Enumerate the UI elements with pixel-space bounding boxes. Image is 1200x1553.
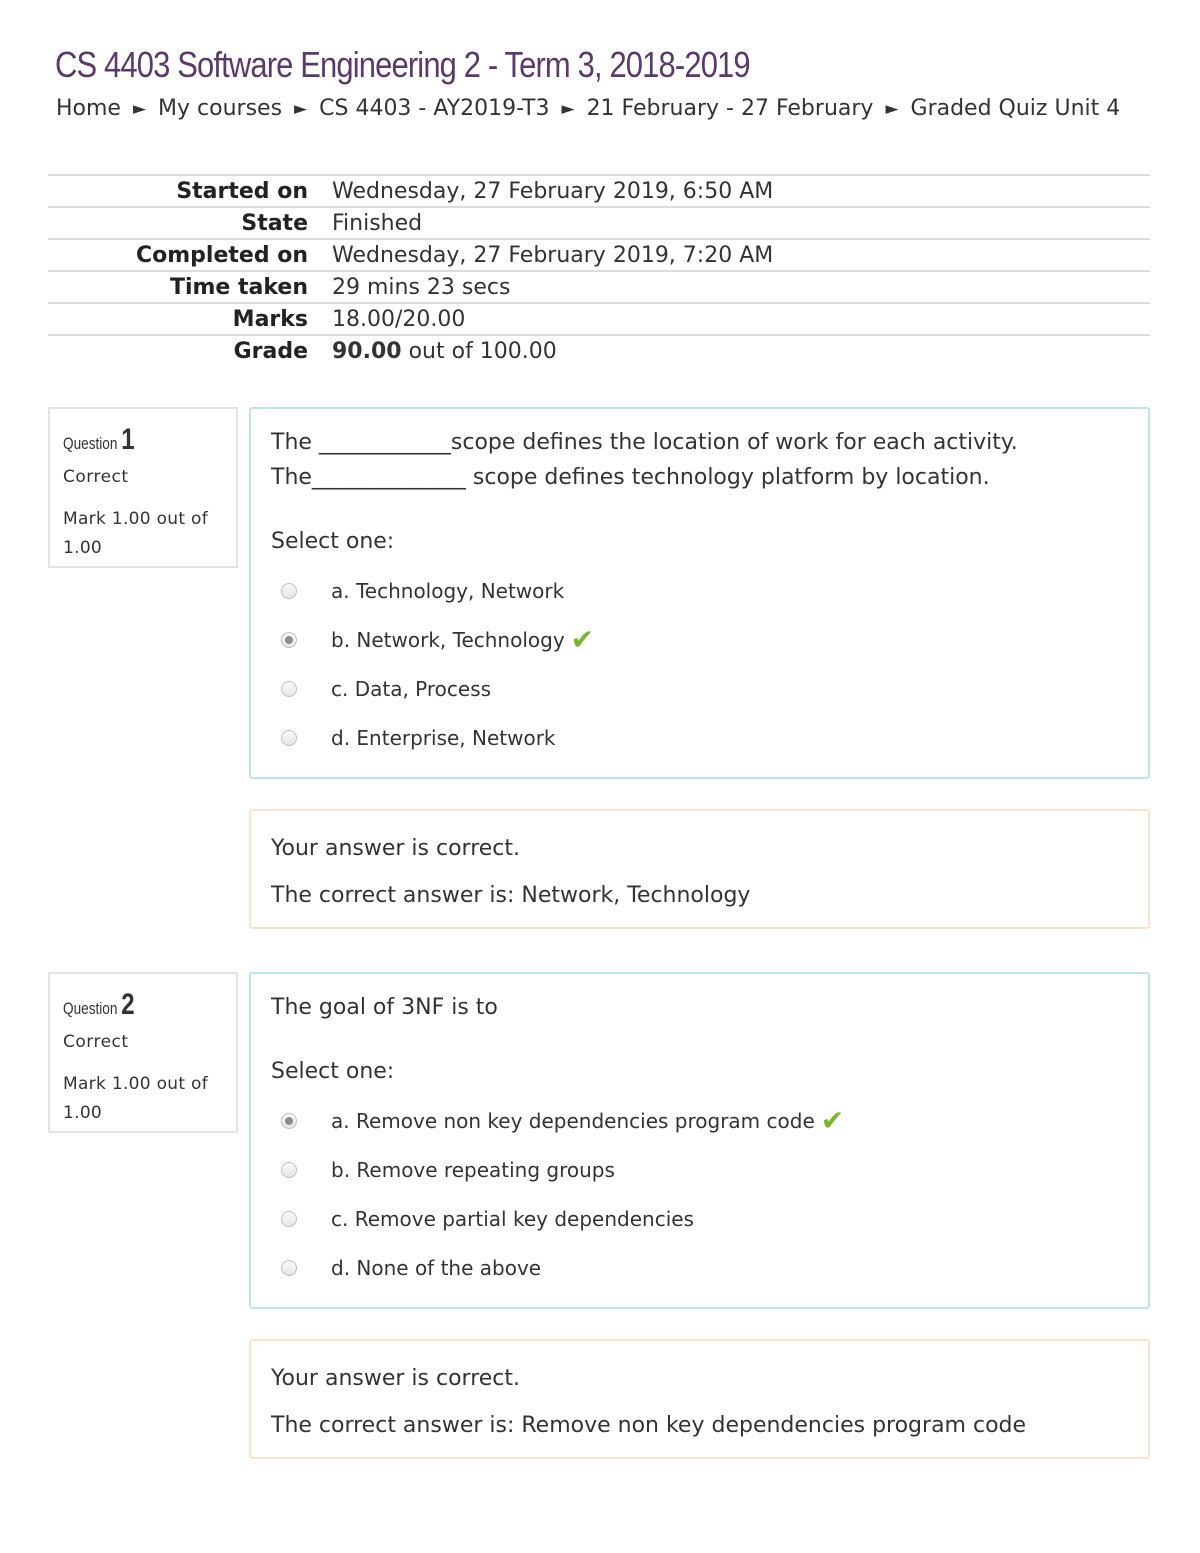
answer-options [271, 566, 1128, 762]
feedback-result: Your answer is correct. [271, 836, 521, 861]
radio-button[interactable] [281, 1260, 297, 1276]
summary-label: Time taken [48, 271, 332, 303]
summary-row [48, 175, 1150, 207]
question-content-1 [249, 407, 1150, 779]
grade-score: 90.00 [332, 338, 402, 364]
radio-button[interactable] [281, 583, 297, 599]
breadcrumb-separator-icon: ► [561, 98, 575, 119]
summary-value: Finished [332, 207, 1150, 239]
grade-total: out of 100.00 [401, 338, 557, 364]
question-text: The goal of 3NF is to [271, 995, 498, 1020]
question-state: Correct [63, 467, 129, 487]
breadcrumb-home[interactable]: Home [56, 96, 121, 121]
breadcrumb-course[interactable]: CS 4403 - AY2019-T3 [319, 96, 550, 121]
question-feedback-1 [249, 809, 1150, 929]
question-state: Correct [63, 1032, 129, 1052]
breadcrumb-separator-icon: ► [294, 98, 308, 119]
summary-label: State [48, 207, 332, 239]
radio-button[interactable] [281, 730, 297, 746]
radio-button[interactable] [281, 1211, 297, 1227]
question-content-2 [249, 972, 1150, 1309]
feedback-correct-answer: The correct answer is: Network, Technology [271, 883, 751, 908]
summary-label: Completed on [48, 239, 332, 271]
breadcrumb-separator-icon: ► [132, 98, 147, 119]
answer-option[interactable] [271, 713, 1128, 762]
breadcrumb [56, 96, 1120, 121]
radio-button[interactable] [281, 681, 297, 697]
answer-label: b. Network, Technology [331, 627, 565, 652]
breadcrumb-separator-icon: ► [885, 98, 899, 119]
answer-label: b. Remove repeating groups [331, 1157, 615, 1182]
answer-label: d. Enterprise, Network [331, 725, 556, 750]
feedback-correct-answer: The correct answer is: Remove non key dependencies program code [271, 1413, 1027, 1438]
answer-options [271, 1096, 1128, 1292]
answer-label: a. Technology, Network [331, 578, 565, 603]
radio-button-checked[interactable] [281, 632, 297, 648]
answer-option[interactable] [271, 615, 1128, 664]
answer-label: d. None of the above [331, 1255, 542, 1280]
select-one-label: Select one: [271, 1059, 395, 1084]
summary-value: Wednesday, 27 February 2019, 7:20 AM [332, 239, 1150, 271]
summary-value: 18.00/20.00 [332, 303, 1150, 335]
question-text: The ____________scope defines the location of work for each activity. The______________ scope defines technology platform by location. [271, 430, 1018, 490]
question-feedback-2 [249, 1339, 1150, 1459]
summary-row [48, 303, 1150, 335]
radio-button-checked[interactable] [281, 1113, 297, 1129]
question-number: Question 1 [63, 423, 135, 456]
radio-button[interactable] [281, 1162, 297, 1178]
answer-option[interactable] [271, 1243, 1128, 1292]
breadcrumb-quiz[interactable]: Graded Quiz Unit 4 [910, 96, 1121, 121]
question-mark: Mark 1.00 out of 1.00 [63, 509, 209, 558]
question-info-2 [48, 972, 238, 1133]
answer-option[interactable] [271, 664, 1128, 713]
answer-option[interactable] [271, 1194, 1128, 1243]
answer-option[interactable] [271, 1145, 1128, 1194]
attempt-summary-table [48, 174, 1150, 366]
answer-option[interactable] [271, 566, 1128, 615]
breadcrumb-my-courses[interactable]: My courses [158, 96, 283, 121]
question-mark: Mark 1.00 out of 1.00 [63, 1074, 209, 1123]
select-one-label: Select one: [271, 529, 395, 554]
summary-label: Started on [48, 175, 332, 207]
feedback-result: Your answer is correct. [271, 1366, 521, 1391]
breadcrumb-week[interactable]: 21 February - 27 February [586, 96, 874, 121]
answer-label: c. Remove partial key dependencies [331, 1206, 694, 1231]
answer-option[interactable] [271, 1096, 1128, 1145]
question-info-1 [48, 407, 238, 568]
checkmark-icon: ✔ [820, 1104, 845, 1137]
summary-row-grade [48, 335, 1150, 366]
grade-value [332, 335, 1150, 366]
question-number: Question 2 [63, 988, 135, 1021]
summary-row [48, 207, 1150, 239]
summary-label: Marks [48, 303, 332, 335]
summary-value: 29 mins 23 secs [332, 271, 1150, 303]
checkmark-icon: ✔ [570, 623, 595, 656]
answer-label: a. Remove non key dependencies program code [331, 1108, 815, 1133]
summary-row [48, 239, 1150, 271]
summary-label: Grade [48, 335, 332, 366]
answer-label: c. Data, Process [331, 676, 492, 701]
summary-row [48, 271, 1150, 303]
course-title: CS 4403 Software Engineering 2 - Term 3, 2018-2019 [55, 44, 750, 85]
summary-value: Wednesday, 27 February 2019, 6:50 AM [332, 175, 1150, 207]
